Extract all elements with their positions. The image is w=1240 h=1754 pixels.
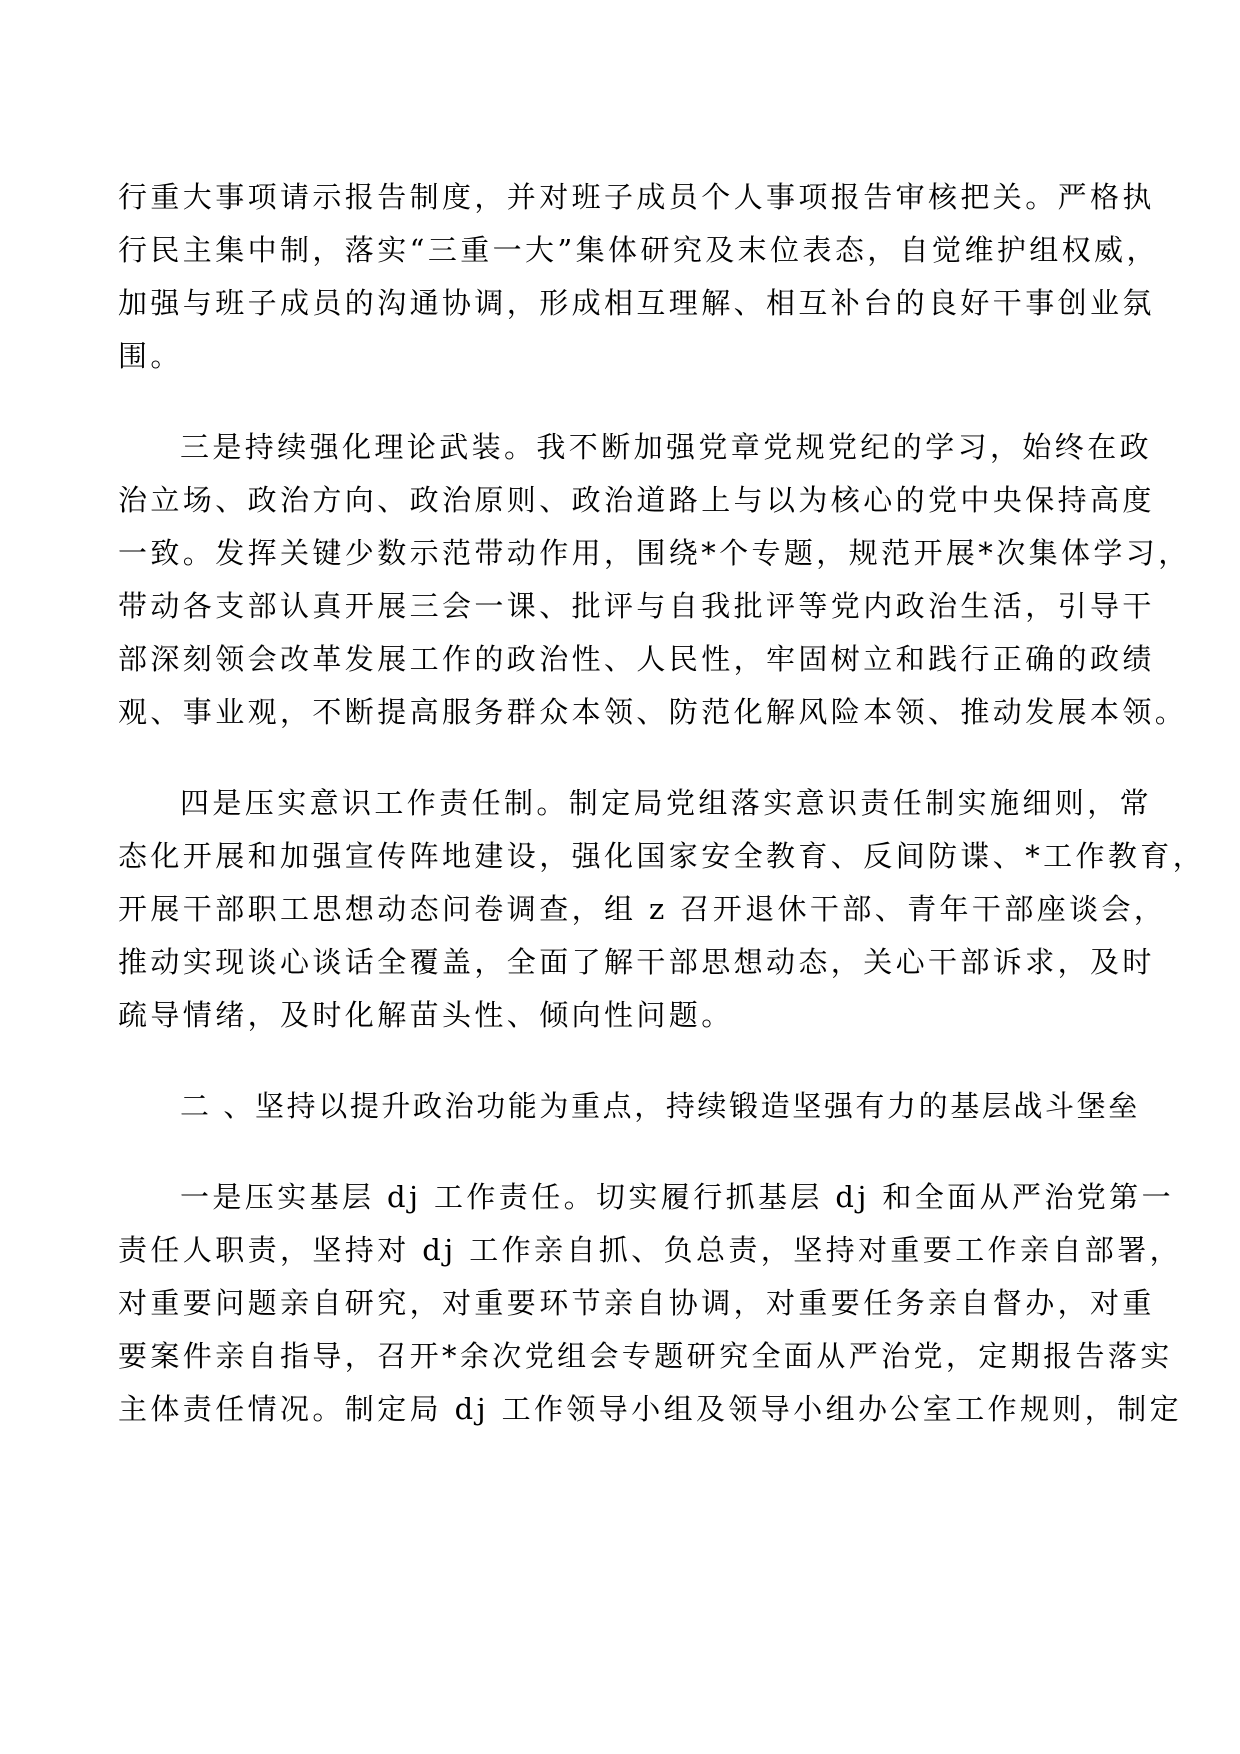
- heading-line: 二 、坚持以提升政治功能为重点，持续锻造坚强有力的基层战斗堡垒: [180, 1089, 1140, 1123]
- text-line: 带动各支部认真开展三会一课、批评与自我批评等党内政治生活，引导干: [118, 589, 1155, 623]
- text-line: 对重要问题亲自研究，对重要环节亲自协调，对重要任务亲自督办，对重: [118, 1286, 1155, 1320]
- text-line: 一致。发挥关键少数示范带动作用，围绕*个专题，规范开展*次集体学习，: [118, 536, 1191, 570]
- text-line: 主体责任情况。制定局 dj 工作领导小组及领导小组办公室工作规则，制定: [118, 1392, 1182, 1426]
- text-line: 开展干部职工思想动态问卷调查，组 z 召开退休干部、青年干部座谈会，: [118, 892, 1167, 926]
- text-line: 态化开展和加强宣传阵地建设，强化国家安全教育、反间防谍、*工作教育，: [118, 839, 1206, 873]
- text-line: 三是持续强化理论武装。我不断加强党章党规党纪的学习，始终在政: [180, 430, 1153, 464]
- text-line: 加强与班子成员的沟通协调，形成相互理解、相互补台的良好干事创业氛: [118, 286, 1155, 320]
- paragraph-grassroots-responsibility: [118, 1171, 1182, 1436]
- section-heading: [118, 1080, 1140, 1133]
- text-line: 行民主集中制，落实“三重一大”集体研究及末位表态，自觉维护组权威，: [118, 233, 1159, 267]
- text-line: 疏导情绪，及时化解苗头性、倾向性问题。: [118, 998, 734, 1032]
- text-line: 观、事业观，不断提高服务群众本领、防范化解风险本领、推动发展本领。: [118, 695, 1188, 729]
- paragraph-theory-arming: [118, 421, 1191, 739]
- document-body: [118, 171, 1206, 1474]
- text-line: 部深刻领会改革发展工作的政治性、人民性，牢固树立和践行正确的政绩: [118, 642, 1155, 676]
- text-line: 要案件亲自指导，召开*余次党组会专题研究全面从严治党，定期报告落实: [118, 1339, 1173, 1373]
- text-line: 行重大事项请示报告制度，并对班子成员个人事项报告审核把关。严格执: [118, 180, 1155, 214]
- paragraph-continuation: [118, 171, 1159, 383]
- paragraph-ideology-responsibility: [118, 777, 1206, 1042]
- text-line: 一是压实基层 dj 工作责任。切实履行抓基层 dj 和全面从严治党第一: [180, 1180, 1174, 1214]
- text-line: 围。: [118, 339, 183, 373]
- text-line: 四是压实意识工作责任制。制定局党组落实意识责任制实施细则，常: [180, 786, 1153, 820]
- text-line: 推动实现谈心谈话全覆盖，全面了解干部思想动态，关心干部诉求，及时: [118, 945, 1155, 979]
- text-line: 责任人职责，坚持对 dj 工作亲自抓、负总责，坚持对重要工作亲自部署，: [118, 1233, 1182, 1267]
- text-line: 治立场、政治方向、政治原则、政治道路上与以为核心的党中央保持高度: [118, 483, 1155, 517]
